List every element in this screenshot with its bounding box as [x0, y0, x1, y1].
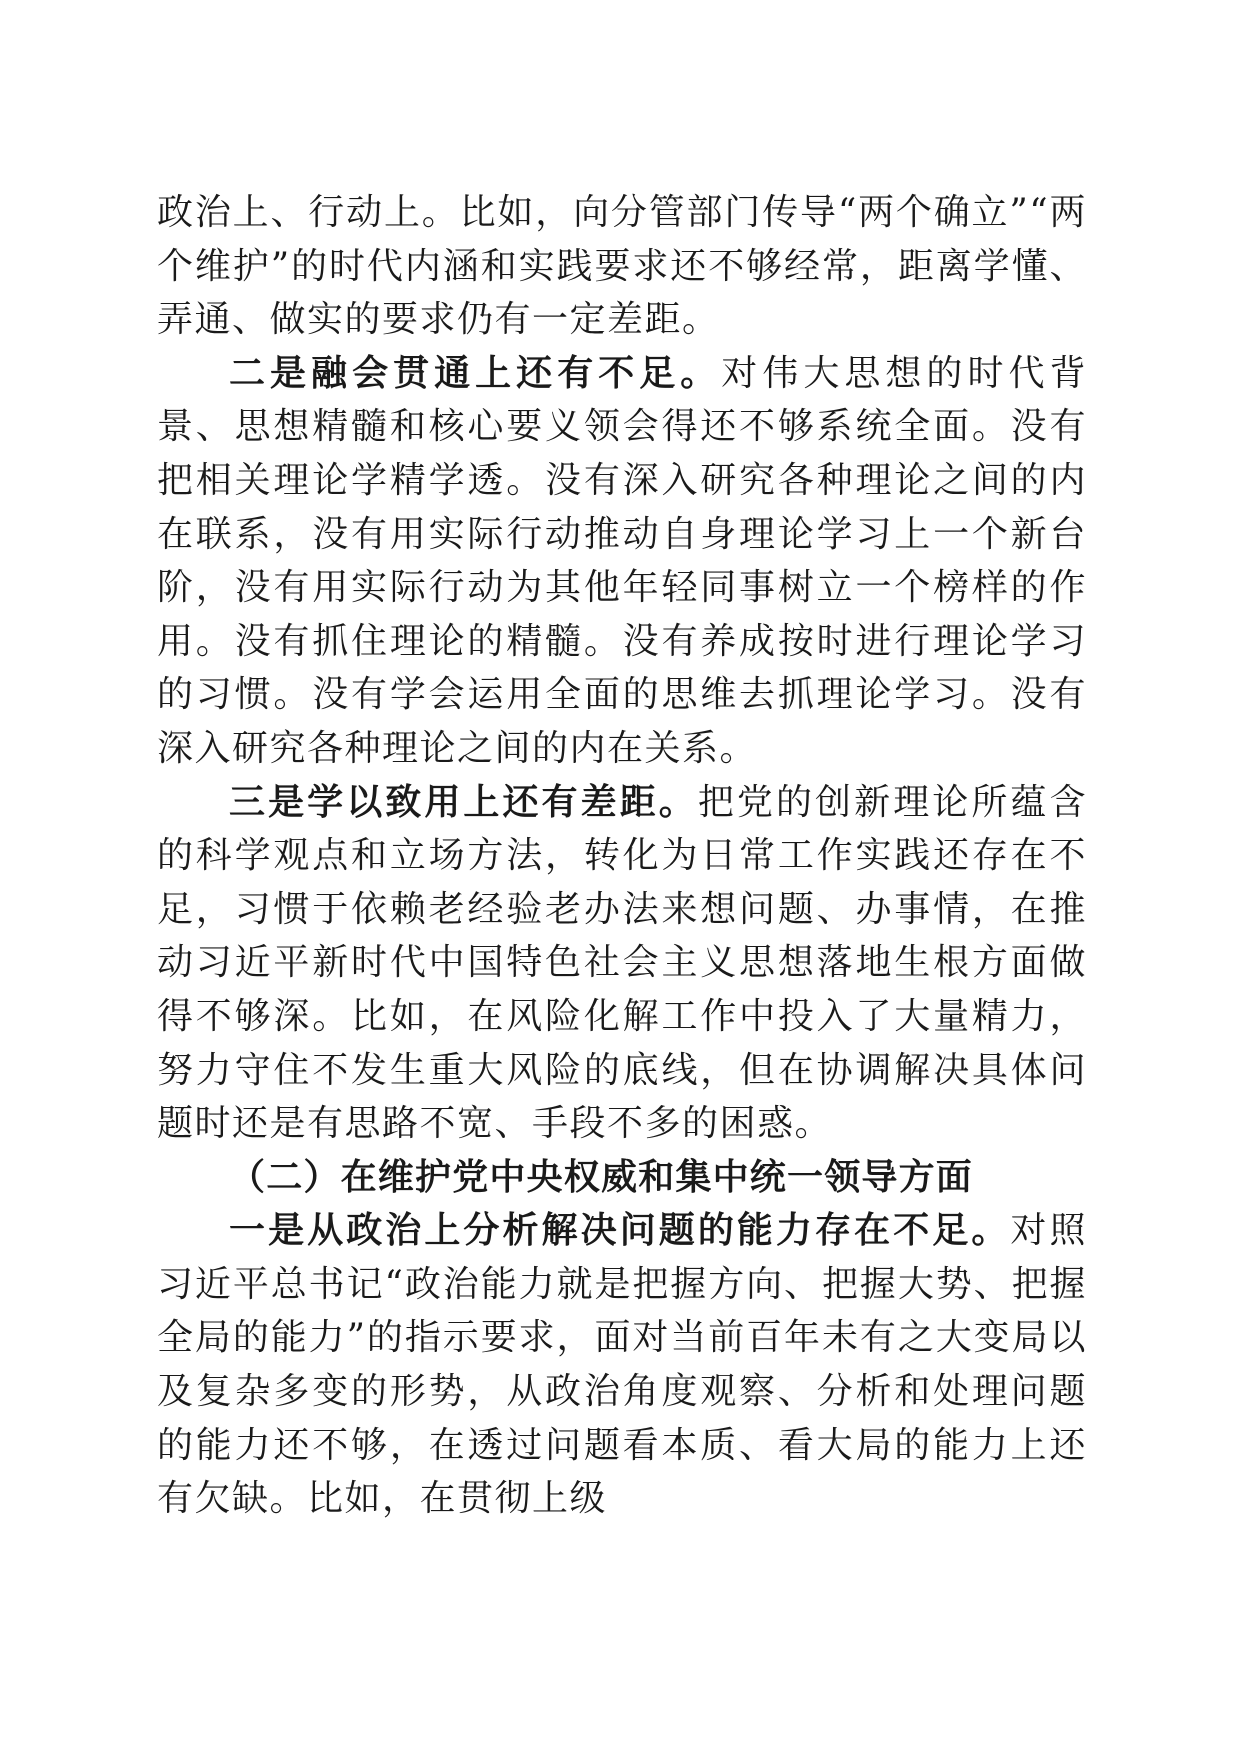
- section-heading: （二）在维护党中央权威和集中统一领导方面: [229, 1155, 974, 1198]
- paragraph-lead: 三是学以致用上还有差距。: [229, 780, 698, 823]
- document-body: [157, 186, 1087, 1526]
- paragraph-lead: 二是融会贯通上还有不足。: [229, 351, 722, 394]
- paragraph-text: 对伟大思想的时代背景、思想精髓和核心要义领会得还不够系统全面。没有把相关理论学精学透。没有深入研究各种理论之间的内在联系，没有用实际行动推动自身理论学习上一个新台阶，没有用实际行动为其他年轻同事树立一个榜样的作用。没有抓住理论的精髓。没有养成按时进行理论学习的习惯。没有学会运用全面的思维去抓理论学习。没有深入研究各种理论之间的内在关系。: [157, 352, 1087, 769]
- paragraph-point-two: [157, 347, 1087, 776]
- paragraph-continued: [157, 186, 1087, 347]
- paragraph-point-three: [157, 776, 1087, 1151]
- paragraph-lead: 一是从政治上分析解决问题的能力存在不足。: [229, 1209, 1011, 1252]
- paragraph-section-point-one: [157, 1204, 1087, 1526]
- paragraph-text: 对照习近平总书记“政治能力就是把握方向、把握大势、把握全局的能力”的指示要求，面对当前百年未有之大变局以及复杂多变的形势，从政治角度观察、分析和处理问题的能力还不够，在透过问题看本质、看大局的能力上还有欠缺。比如，在贯彻上级: [157, 1210, 1087, 1520]
- paragraph-text: 把党的创新理论所蕴含的科学观点和立场方法，转化为日常工作实践还存在不足，习惯于依赖老经验老办法来想问题、办事情，在推动习近平新时代中国特色社会主义思想落地生根方面做得不够深。比如，在风险化解工作中投入了大量精力，努力守住不发生重大风险的底线，但在协调解决具体问题时还是有思路不宽、手段不多的困惑。: [157, 781, 1087, 1145]
- paragraph-text: 政治上、行动上。比如，向分管部门传导“两个确立”“两个维护”的时代内涵和实践要求还不够经常，距离学懂、弄通、做实的要求仍有一定差距。: [157, 192, 1087, 341]
